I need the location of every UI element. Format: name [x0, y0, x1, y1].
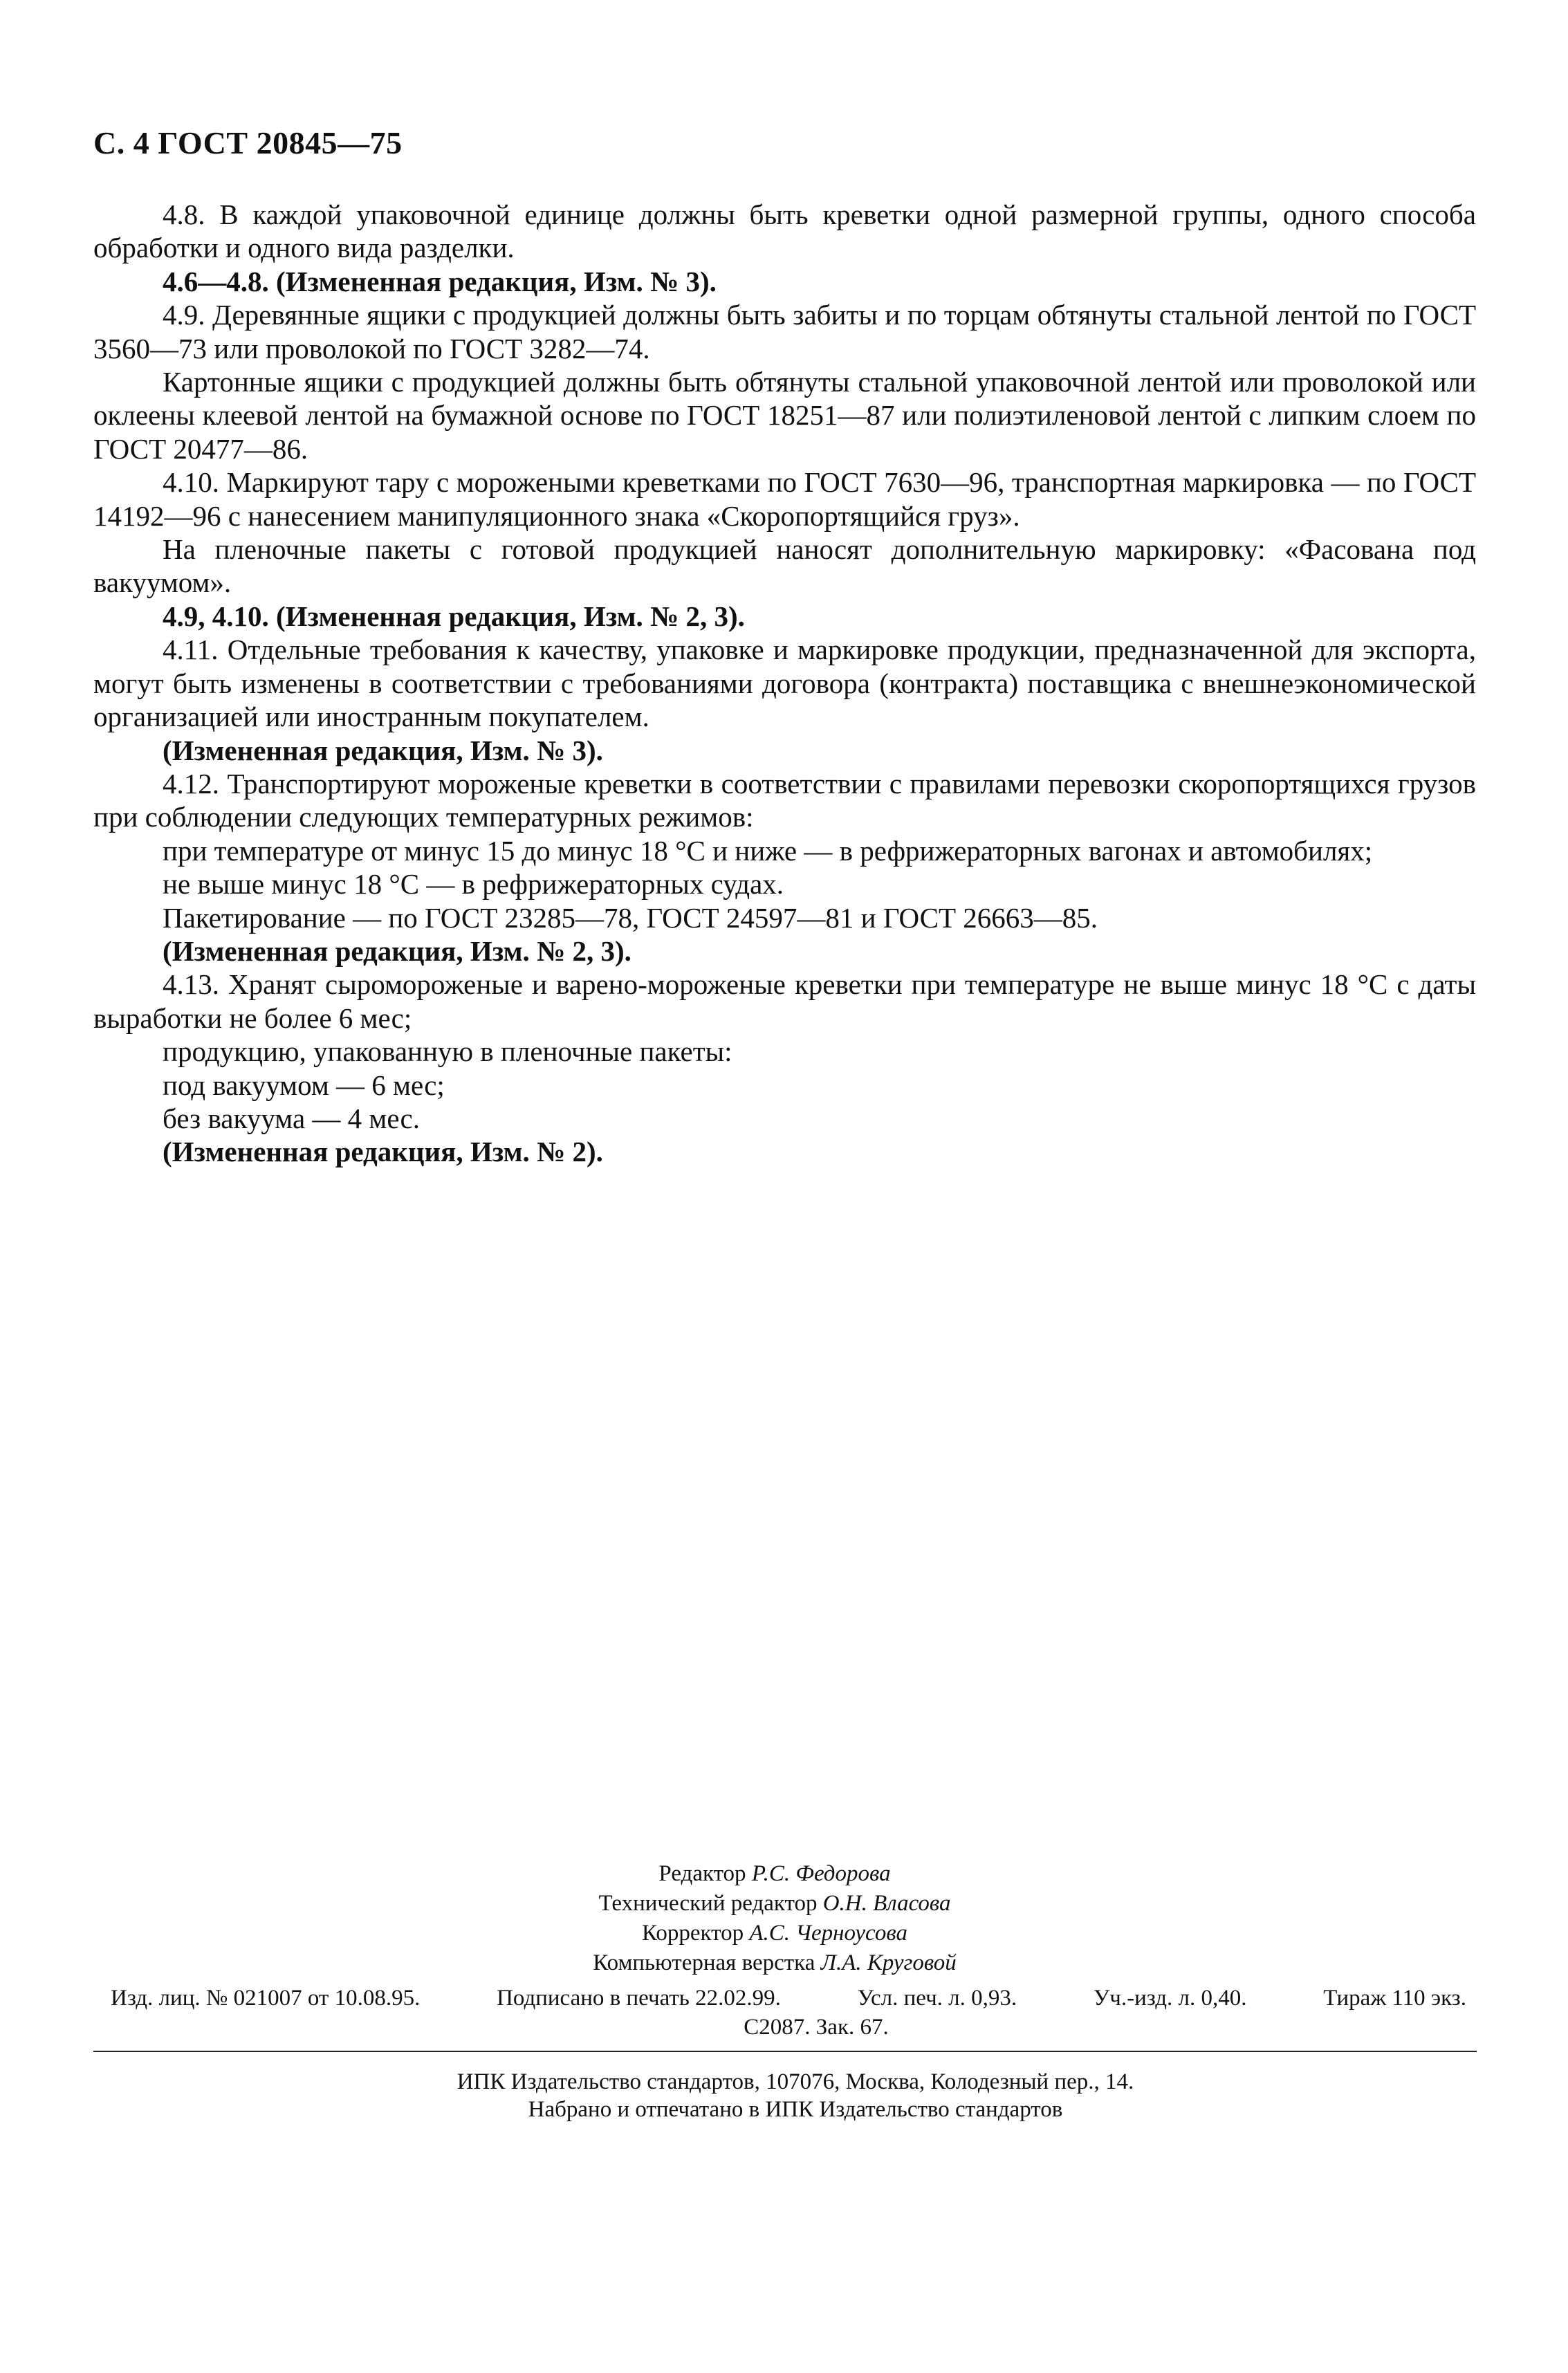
divider-line: [93, 2051, 1477, 2052]
amendment-note: [93, 934, 1476, 968]
credit-editor: [415, 1859, 1134, 1889]
paragraph-4-8: 4.8. В каждой упаковочной единице должны быть креветки одной размерной группы, одного способа обработки и одного вида разделки.: [93, 198, 1476, 264]
paragraph-4-13-no-vacuum: без вакуума — 4 мес.: [163, 1102, 421, 1134]
paragraph-4-11: 4.11. Отдельные требования к качеству, упаковке и маркировке продукции, предназначенной для экспорта, могут быть изменены в соответствии с требованиями договора (контракта) поставщика с внешнеэкономической организацией или иностранным покупателем.: [93, 634, 1476, 733]
amendment-text: (Измененная редакция, Изм. № 2, 3).: [163, 934, 631, 967]
imprint-order: С2087. Зак. 67.: [744, 2015, 889, 2040]
imprint-block: [111, 1984, 1466, 2042]
paragraph-4-13-vacuum: под вакуумом — 6 мес;: [163, 1069, 445, 1101]
credit-name: Р.С. Федорова: [751, 1861, 891, 1886]
amendment-text: (Измененная редакция, Изм. № 2).: [163, 1136, 603, 1168]
page-header: С. 4 ГОСТ 20845—75: [93, 125, 403, 160]
credits-block: [415, 1859, 1134, 1978]
paragraph-cardboard-boxes: Картонные ящики с продукцией должны быть обтянуты стальной упаковочной лентой или проволокой или оклеены клеевой лентой на бумажной основе по ГОСТ 18251—87 или полиэтиленовой лентой с липким слоем по ГОСТ 20477—86.: [93, 366, 1476, 465]
amendment-note: [93, 600, 1476, 633]
credit-name: О.Н. Власова: [822, 1891, 951, 1916]
imprint-signed: Подписано в печать 22.02.99.: [497, 1986, 781, 2011]
publisher-block: [277, 2068, 1314, 2123]
credit-tech-editor: [415, 1889, 1134, 1919]
paragraph-4-12: 4.12. Транспортируют мороженые креветки в соответствии с правилами перевозки скоропортящихся грузов при соблюдении следующих температурных режимов:: [93, 767, 1476, 833]
imprint-uch: Уч.-изд. л. 0,40.: [1093, 1986, 1247, 2011]
credit-label: Корректор: [642, 1921, 744, 1946]
credit-corrector: [415, 1919, 1134, 1948]
credit-name: А.С. Черноусова: [749, 1921, 907, 1946]
paragraph-4-10: 4.10. Маркируют тару с морожеными креветками по ГОСТ 7630—96, транспортная маркировка — по ГОСТ 14192—96 с нанесением манипуляционного знака «Скоропортящийся груз».: [93, 466, 1476, 532]
credit-name: Л.А. Круговой: [820, 1950, 957, 1975]
credit-label: Компьютерная верстка: [593, 1950, 815, 1975]
paragraph-4-12-packaging: Пакетирование — по ГОСТ 23285—78, ГОСТ 24597—81 и ГОСТ 26663—85.: [163, 901, 1098, 934]
paragraph-4-13-film: продукцию, упакованную в пленочные пакеты:: [163, 1035, 732, 1068]
credit-label: Редактор: [658, 1861, 746, 1886]
amendment-text: (Измененная редакция, Изм. № 3).: [163, 734, 603, 766]
body-text: [93, 198, 1476, 1169]
imprint-tirazh: Тираж 110 экз.: [1323, 1986, 1466, 2011]
paragraph-4-12-ships: не выше минус 18 °С — в рефрижераторных судах.: [163, 868, 784, 901]
imprint-license: Изд. лиц. № 021007 от 10.08.95.: [111, 1986, 421, 2011]
amendment-text: 4.9, 4.10. (Измененная редакция, Изм. № 2, 3).: [163, 600, 745, 632]
paragraph-4-12-rail: при температуре от минус 15 до минус 18 °С и ниже — в рефрижераторных вагонах и автомобилях;: [163, 834, 1373, 867]
paragraph-4-13: 4.13. Хранят сыромороженые и варено-мороженые креветки при температуре не выше минус 18 °С с даты выработки не более 6 мес;: [93, 968, 1476, 1034]
amendment-note: [93, 265, 1476, 298]
credit-layout: [415, 1948, 1134, 1978]
amendment-text: 4.6—4.8. (Измененная редакция, Изм. № 3).: [163, 265, 717, 297]
imprint-usl: Усл. печ. л. 0,93.: [857, 1986, 1017, 2011]
paragraph-film-packets: На пленочные пакеты с готовой продукцией наносят дополнительную маркировку: «Фасована под вакуумом».: [93, 533, 1476, 599]
credit-label: Технический редактор: [598, 1891, 818, 1916]
publisher-address: ИПК Издательство стандартов, 107076, Москва, Колодезный пер., 14.: [456, 2069, 1134, 2094]
imprint-row: [111, 1984, 1466, 2013]
publisher-printed: Набрано и отпечатано в ИПК Издательство стандартов: [528, 2097, 1063, 2122]
amendment-note: [93, 1135, 1476, 1168]
amendment-note: [93, 734, 1476, 767]
paragraph-4-9: 4.9. Деревянные ящики с продукцией должны быть забиты и по торцам обтянуты стальной лентой по ГОСТ 3560—73 или проволокой по ГОСТ 3282—74.: [93, 299, 1476, 364]
